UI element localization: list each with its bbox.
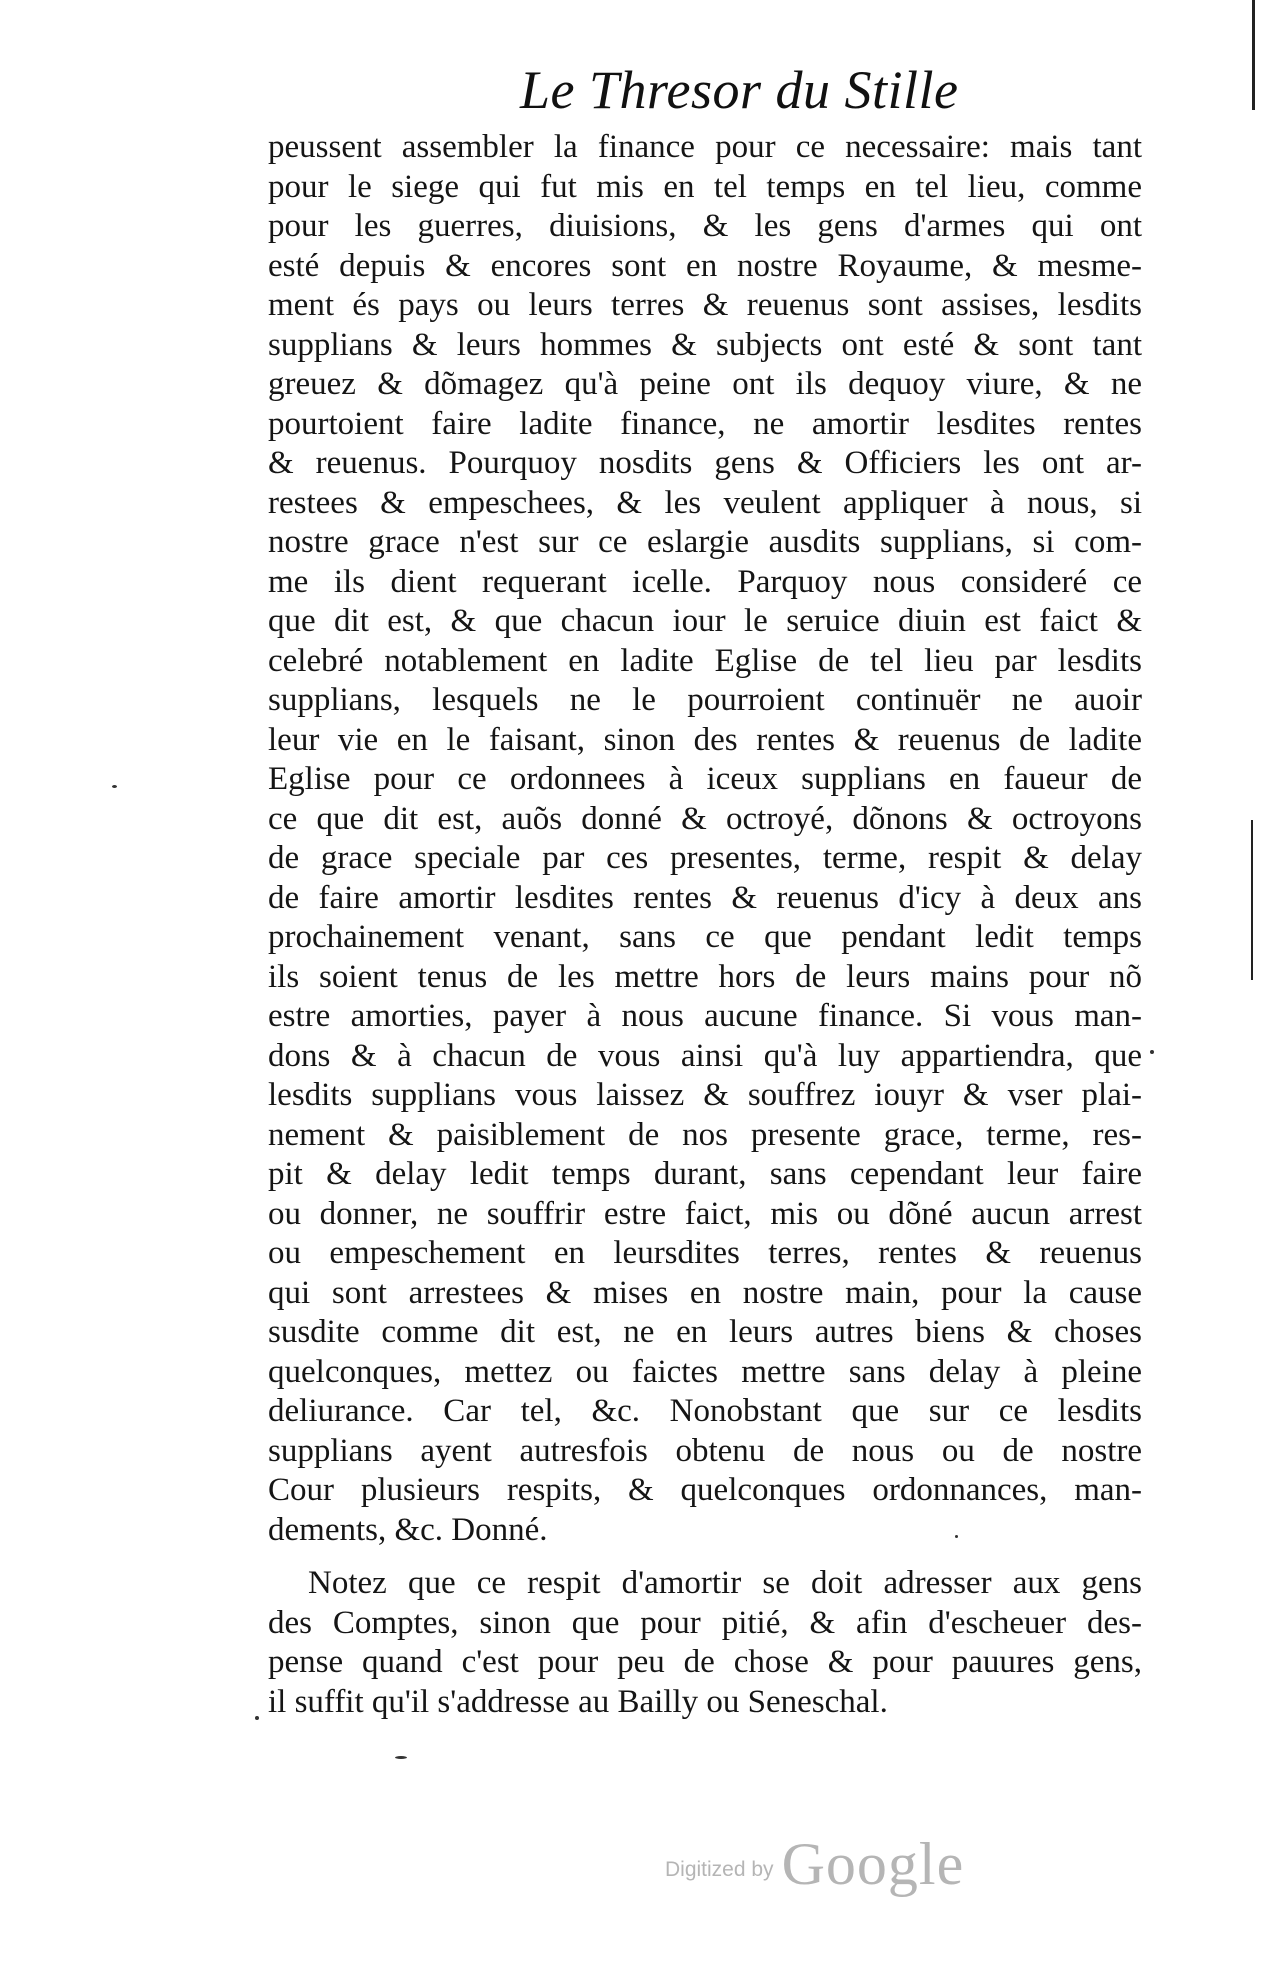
text-line: ou donner, ne souffrir estre faict, mis ou dõné aucun arrest	[268, 1195, 1142, 1232]
text-line: prochainement venant, sans ce que pendant ledit temps	[268, 919, 1142, 955]
ink-speck	[395, 1756, 407, 1759]
text-line: pense quand c'est pour peu de chose & pour pauures gens,	[268, 1644, 1142, 1680]
text-line: pour le siege qui fut mis en tel temps en tel lieu, comme	[268, 168, 1142, 205]
text-line: lesdits supplians vous laissez & souffrez iouyr & vser plai-	[268, 1077, 1142, 1113]
text-line: que dit est, & que chacun iour le seruice diuin est faict &	[268, 603, 1142, 639]
text-line: pourtoient faire ladite finance, ne amortir lesdites rentes	[268, 405, 1142, 442]
text-line: peussent assembler la finance pour ce necessaire: mais tant	[268, 129, 1142, 165]
text-line: pour les guerres, diuisions, & les gens d'armes qui ont	[268, 208, 1142, 244]
watermark-prefix: Digitized by	[665, 1858, 774, 1881]
body-text	[268, 128, 1142, 1722]
text-line: dons & à chacun de vous ainsi qu'à luy appartiendra, que	[268, 1037, 1142, 1074]
text-line: estre amorties, payer à nous aucune finance. Si vous man-	[268, 998, 1142, 1034]
text-line: nement & paisiblement de nos presente grace, terme, res-	[268, 1116, 1142, 1153]
text-line: restees & empeschees, & les veulent appliquer à nous, si	[268, 484, 1142, 521]
paragraph-gap	[268, 1550, 1142, 1564]
text-line: esté depuis & encores sont en nostre Royaume, & mesme-	[268, 247, 1142, 284]
text-line: supplians, lesquels ne le pourroient continuër ne auoir	[268, 682, 1142, 718]
text-line: Eglise pour ce ordonnees à iceux supplians en faueur de	[268, 761, 1142, 797]
page-edge-rule	[1252, 0, 1255, 110]
text-line: de faire amortir lesdites rentes & reuenus d'icy à deux ans	[268, 879, 1142, 916]
text-line: supplians & leurs hommes & subjects ont esté & sont tant	[268, 326, 1142, 363]
text-line: dements, &c. Donné.	[268, 1511, 548, 1548]
ink-speck	[112, 785, 117, 788]
text-line: ou empeschement en leursdites terres, rentes & reuenus	[268, 1235, 1142, 1271]
ink-speck	[255, 1716, 259, 1720]
running-head: Le Thresor du Stille	[520, 60, 959, 120]
text-line: me ils dient requerant icelle. Parquoy nous consideré ce	[268, 563, 1142, 600]
text-line: il suffit qu'il s'addresse au Bailly ou Seneschal.	[268, 1683, 888, 1720]
text-line: celebré notablement en ladite Eglise de tel lieu par lesdits	[268, 642, 1142, 679]
text-line: susdite comme dit est, ne en leurs autres biens & choses	[268, 1314, 1142, 1350]
ink-speck	[955, 1535, 958, 1538]
text-line: Notez que ce respit d'amortir se doit adresser aux gens	[308, 1565, 1142, 1601]
text-line: ment és pays ou leurs terres & reuenus sont assises, lesdits	[268, 287, 1142, 323]
text-line: leur vie en le faisant, sinon des rentes & reuenus de ladite	[268, 721, 1142, 758]
text-line: nostre grace n'est sur ce eslargie ausdits supplians, si com-	[268, 524, 1142, 560]
text-line: greuez & dõmagez qu'à peine ont ils dequoy viure, & ne	[268, 366, 1142, 402]
text-line: de grace speciale par ces presentes, terme, respit & delay	[268, 840, 1142, 876]
text-line: supplians ayent autresfois obtenu de nous ou de nostre	[268, 1432, 1142, 1469]
ink-speck	[1150, 1050, 1154, 1054]
text-line: Cour plusieurs respits, & quelconques ordonnances, man-	[268, 1472, 1142, 1508]
text-line: ce que dit est, auõs donné & octroyé, dõnons & octroyons	[268, 800, 1142, 837]
text-line: deliurance. Car tel, &c. Nonobstant que sur ce lesdits	[268, 1393, 1142, 1429]
text-line: des Comptes, sinon que pour pitié, & afin d'escheuer des-	[268, 1604, 1142, 1641]
text-line: pit & delay ledit temps durant, sans cependant leur faire	[268, 1156, 1142, 1192]
text-line: ils soient tenus de les mettre hors de leurs mains pour nõ	[268, 958, 1142, 995]
paragraph-2	[268, 1564, 1142, 1722]
text-line: qui sont arrestees & mises en nostre main, pour la cause	[268, 1274, 1142, 1311]
paragraph-1	[268, 128, 1142, 1550]
digitized-by-google-watermark	[665, 1830, 964, 1899]
google-logo: Google	[781, 1831, 965, 1897]
page-edge-rule-lower	[1251, 820, 1253, 980]
text-line: & reuenus. Pourquoy nosdits gens & Officiers les ont ar-	[268, 445, 1142, 481]
text-line: quelconques, mettez ou faictes mettre sans delay à pleine	[268, 1353, 1142, 1390]
